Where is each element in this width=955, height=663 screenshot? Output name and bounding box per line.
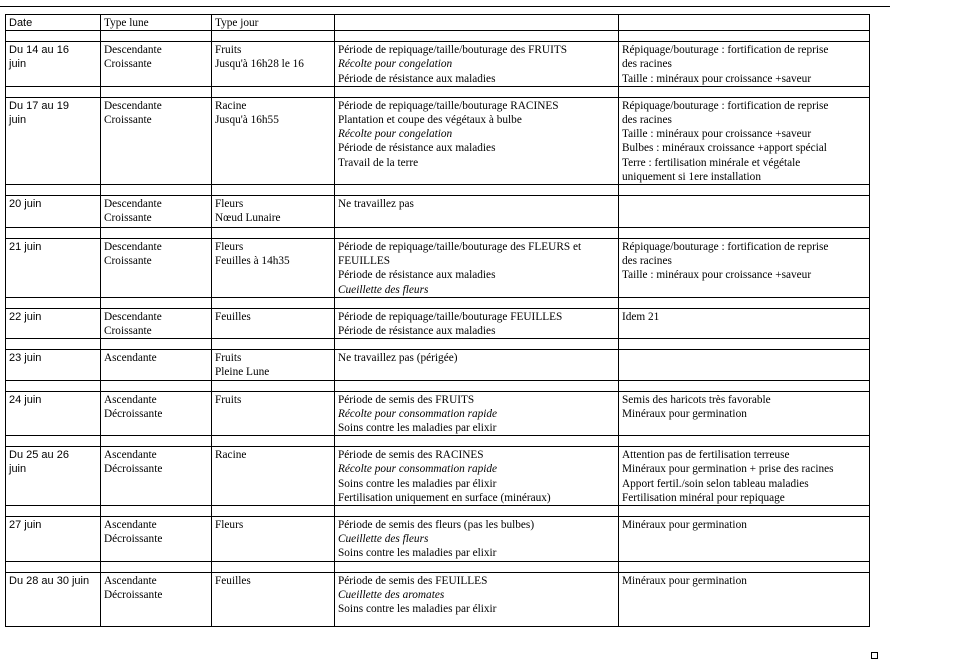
cell-line: Soins contre les maladies par élixir — [338, 477, 497, 490]
cell-line: Travail de la terre — [338, 156, 419, 169]
cell-line: Apport fertil./soin selon tableau maladies — [622, 477, 809, 490]
cell-type-jour — [212, 573, 335, 627]
cell-line: Soins contre les maladies par elixir — [338, 422, 497, 435]
header-type-lune: Type lune — [101, 15, 212, 31]
cell-line: Décroissante — [104, 533, 163, 546]
cell-line: 22 juin — [9, 310, 42, 323]
cell-line: Période de semis des FRUITS — [338, 393, 475, 406]
spacer-cell — [335, 339, 619, 350]
cell-type-jour — [212, 196, 335, 228]
cell-line: Descendante — [104, 44, 162, 57]
spacer-cell — [101, 86, 212, 97]
cell-type-jour — [212, 350, 335, 380]
cell-line: Minéraux pour germination — [622, 407, 747, 420]
header-notes — [619, 15, 870, 31]
spacer-cell — [101, 436, 212, 447]
cell-type-lune — [101, 350, 212, 380]
cell-line: Du 28 au 30 juin — [9, 575, 90, 588]
spacer-cell — [212, 339, 335, 350]
cell-type-jour — [212, 391, 335, 436]
spacer-cell — [6, 31, 101, 42]
cell-notes — [619, 517, 870, 562]
cell-line: Répiquage/bouturage : fortification de reprise — [622, 99, 829, 112]
cell-date — [6, 573, 101, 627]
cell-line: Fertilisation uniquement en surface (minéraux) — [338, 491, 551, 504]
cell-line: Ascendante — [104, 352, 157, 365]
cell-line: Décroissante — [104, 589, 163, 602]
cell-line: Nœud Lunaire — [215, 212, 281, 225]
cell-notes — [619, 308, 870, 338]
cell-line: Période de résistance aux maladies — [338, 325, 496, 338]
cell-line: Cueillette des aromates — [338, 589, 445, 602]
cell-line: Décroissante — [104, 407, 163, 420]
cell-notes — [619, 196, 870, 228]
cell-line: Soins contre les maladies par élixir — [338, 603, 497, 616]
spacer-cell — [212, 380, 335, 391]
cell-line: Période de résistance aux maladies — [338, 72, 496, 85]
spacer-cell — [6, 185, 101, 196]
spacer-cell — [6, 436, 101, 447]
spacer-cell — [212, 436, 335, 447]
cell-line: Idem 21 — [622, 310, 660, 323]
cell-line: des racines — [622, 255, 672, 268]
spacer-cell — [101, 297, 212, 308]
cell-line: Soins contre les maladies par elixir — [338, 547, 497, 560]
cell-line: Période de repiquage/taille/bouturage des FRUITS — [338, 44, 568, 57]
cell-notes — [619, 97, 870, 184]
cell-line: Descendante — [104, 99, 162, 112]
table-row — [6, 308, 870, 338]
spacer-cell — [212, 562, 335, 573]
cell-line: Croissante — [104, 325, 152, 338]
cell-notes — [619, 391, 870, 436]
spacer-row — [6, 562, 870, 573]
cell-date — [6, 196, 101, 228]
cell-line: Période de semis des FEUILLES — [338, 575, 488, 588]
cell-line: Cueillette des fleurs — [338, 533, 429, 546]
cell-line: 23 juin — [9, 352, 42, 365]
cell-line: Croissante — [104, 212, 152, 225]
cell-line: Descendante — [104, 310, 162, 323]
header-date: Date — [6, 15, 101, 31]
cell-line: FEUILLES — [338, 255, 391, 268]
spacer-cell — [101, 185, 212, 196]
cell-travaux — [335, 350, 619, 380]
table-row — [6, 239, 870, 298]
cell-date — [6, 447, 101, 506]
spacer-cell — [212, 297, 335, 308]
spacer-row — [6, 86, 870, 97]
spacer-cell — [619, 380, 870, 391]
spacer-cell — [101, 562, 212, 573]
spacer-cell — [6, 506, 101, 517]
table-resize-handle[interactable] — [871, 652, 878, 659]
cell-line: Période de semis des RACINES — [338, 449, 484, 462]
cell-line: juin — [9, 58, 27, 71]
spacer-cell — [335, 562, 619, 573]
table-row — [6, 573, 870, 627]
cell-line: Période de résistance aux maladies — [338, 142, 496, 155]
cell-line: Période de repiquage/taille/bouturage RACINES — [338, 99, 559, 112]
cell-line: juin — [9, 114, 27, 127]
cell-date — [6, 391, 101, 436]
spacer-cell — [619, 228, 870, 239]
spacer-row — [6, 436, 870, 447]
cell-line: Taille : minéraux pour croissance +saveur — [622, 72, 812, 85]
cell-line: 27 juin — [9, 519, 42, 532]
cell-line: Racine — [215, 99, 247, 112]
cell-line: Feuilles — [215, 575, 251, 588]
cell-line: Fruits — [215, 44, 242, 57]
spacer-cell — [6, 228, 101, 239]
spacer-cell — [6, 380, 101, 391]
cell-line: Du 17 au 19 — [9, 99, 69, 112]
cell-line: Période de repiquage/taille/bouturage FEUILLES — [338, 310, 563, 323]
cell-line: Minéraux pour germination + prise des racines — [622, 463, 834, 476]
spacer-cell — [101, 506, 212, 517]
table-row — [6, 196, 870, 228]
cell-date — [6, 308, 101, 338]
header-travaux — [335, 15, 619, 31]
cell-line: juin — [9, 463, 27, 476]
cell-type-jour — [212, 517, 335, 562]
cell-line: Cueillette des fleurs — [338, 283, 429, 296]
cell-line: Terre : fertilisation minérale et végétale — [622, 156, 801, 169]
cell-travaux — [335, 517, 619, 562]
page-top-rule — [0, 6, 890, 7]
cell-line: Jusqu'à 16h55 — [215, 114, 279, 127]
cell-notes — [619, 42, 870, 87]
spacer-cell — [101, 31, 212, 42]
spacer-cell — [335, 297, 619, 308]
spacer-cell — [212, 185, 335, 196]
spacer-row — [6, 228, 870, 239]
cell-line: Attention pas de fertilisation terreuse — [622, 449, 790, 462]
spacer-cell — [335, 185, 619, 196]
cell-line: Feuilles à 14h35 — [215, 255, 290, 268]
spacer-cell — [335, 506, 619, 517]
spacer-cell — [6, 562, 101, 573]
cell-type-lune — [101, 517, 212, 562]
spacer-cell — [6, 339, 101, 350]
cell-date — [6, 42, 101, 87]
cell-travaux — [335, 42, 619, 87]
cell-type-lune — [101, 308, 212, 338]
spacer-cell — [619, 31, 870, 42]
spacer-cell — [619, 339, 870, 350]
cell-line: Pleine Lune — [215, 366, 270, 379]
cell-line: Bulbes : minéraux croissance +apport spécial — [622, 142, 827, 155]
cell-travaux — [335, 196, 619, 228]
cell-line: Ascendante — [104, 449, 157, 462]
table-row — [6, 447, 870, 506]
table-row — [6, 350, 870, 380]
cell-line: Fleurs — [215, 519, 244, 532]
cell-line: Période de résistance aux maladies — [338, 269, 496, 282]
spacer-cell — [101, 380, 212, 391]
cell-notes — [619, 573, 870, 627]
table-row — [6, 97, 870, 184]
cell-date — [6, 97, 101, 184]
cell-line: Fruits — [215, 352, 242, 365]
cell-line: Récolte pour congelation — [338, 58, 453, 71]
spacer-cell — [335, 380, 619, 391]
spacer-cell — [619, 506, 870, 517]
cell-line: 20 juin — [9, 198, 42, 211]
cell-line: 24 juin — [9, 393, 42, 406]
spacer-cell — [6, 297, 101, 308]
spacer-cell — [212, 506, 335, 517]
spacer-cell — [619, 297, 870, 308]
spacer-row — [6, 297, 870, 308]
cell-date — [6, 517, 101, 562]
cell-travaux — [335, 573, 619, 627]
spacer-cell — [619, 185, 870, 196]
cell-line: Croissante — [104, 255, 152, 268]
cell-line: Répiquage/bouturage : fortification de reprise — [622, 44, 829, 57]
spacer-cell — [619, 436, 870, 447]
cell-notes — [619, 350, 870, 380]
header-row — [6, 15, 870, 31]
cell-travaux — [335, 97, 619, 184]
cell-line: Croissante — [104, 114, 152, 127]
cell-line: Fertilisation minéral pour repiquage — [622, 491, 785, 504]
cell-type-lune — [101, 447, 212, 506]
table-row — [6, 42, 870, 87]
cell-line: Ascendante — [104, 519, 157, 532]
cell-notes — [619, 239, 870, 298]
spacer-cell — [212, 228, 335, 239]
spacer-cell — [335, 31, 619, 42]
table-row — [6, 391, 870, 436]
cell-type-lune — [101, 42, 212, 87]
cell-type-lune — [101, 573, 212, 627]
document-body — [5, 14, 869, 627]
cell-line: Récolte pour congelation — [338, 128, 453, 141]
cell-type-jour — [212, 239, 335, 298]
cell-type-lune — [101, 196, 212, 228]
header-type-jour: Type jour — [212, 15, 335, 31]
cell-travaux — [335, 391, 619, 436]
cell-line: Récolte pour consommation rapide — [338, 463, 498, 476]
cell-line: Plantation et coupe des végétaux à bulbe — [338, 114, 522, 127]
cell-type-lune — [101, 97, 212, 184]
cell-line: Récolte pour consommation rapide — [338, 407, 498, 420]
cell-line: Minéraux pour germination — [622, 519, 747, 532]
spacer-cell — [101, 228, 212, 239]
cell-line: Minéraux pour germination — [622, 575, 747, 588]
spacer-row — [6, 380, 870, 391]
spacer-cell — [212, 86, 335, 97]
cell-line: Du 14 au 16 — [9, 44, 69, 57]
spacer-row — [6, 185, 870, 196]
cell-date — [6, 350, 101, 380]
spacer-cell — [6, 86, 101, 97]
cell-type-jour — [212, 308, 335, 338]
spacer-cell — [335, 228, 619, 239]
spacer-row — [6, 506, 870, 517]
spacer-cell — [335, 86, 619, 97]
cell-line: uniquement si 1ere installation — [622, 170, 761, 183]
cell-line: Taille : minéraux pour croissance +saveur — [622, 269, 812, 282]
spacer-cell — [619, 562, 870, 573]
spacer-cell — [619, 86, 870, 97]
spacer-cell — [101, 339, 212, 350]
spacer-row — [6, 31, 870, 42]
cell-type-jour — [212, 447, 335, 506]
cell-line: Ne travaillez pas — [338, 198, 414, 211]
cell-line: Période de repiquage/taille/bouturage des FLEURS et — [338, 241, 582, 254]
lunar-calendar-table — [5, 14, 870, 627]
cell-line: Fruits — [215, 393, 242, 406]
cell-line: des racines — [622, 114, 672, 127]
cell-line: 21 juin — [9, 241, 42, 254]
cell-notes — [619, 447, 870, 506]
cell-line: Feuilles — [215, 310, 251, 323]
cell-line: Racine — [215, 449, 247, 462]
cell-line: Ascendante — [104, 393, 157, 406]
cell-travaux — [335, 239, 619, 298]
cell-type-lune — [101, 239, 212, 298]
cell-line: Fleurs — [215, 241, 244, 254]
spacer-cell — [335, 436, 619, 447]
cell-line: des racines — [622, 58, 672, 71]
cell-type-jour — [212, 42, 335, 87]
cell-line: Ne travaillez pas (périgée) — [338, 352, 458, 365]
cell-line: Période de semis des fleurs (pas les bulbes) — [338, 519, 535, 532]
cell-line: Semis des haricots très favorable — [622, 393, 771, 406]
cell-line: Descendante — [104, 241, 162, 254]
table-row — [6, 517, 870, 562]
cell-line: Du 25 au 26 — [9, 449, 69, 462]
cell-type-lune — [101, 391, 212, 436]
cell-type-jour — [212, 97, 335, 184]
spacer-row — [6, 339, 870, 350]
cell-line: Fleurs — [215, 198, 244, 211]
cell-travaux — [335, 308, 619, 338]
cell-travaux — [335, 447, 619, 506]
cell-line: Ascendante — [104, 575, 157, 588]
cell-line: Décroissante — [104, 463, 163, 476]
cell-date — [6, 239, 101, 298]
cell-line: Descendante — [104, 198, 162, 211]
spacer-cell — [212, 31, 335, 42]
cell-line: Répiquage/bouturage : fortification de reprise — [622, 241, 829, 254]
cell-line: Taille : minéraux pour croissance +saveur — [622, 128, 812, 141]
cell-line: Jusqu'à 16h28 le 16 — [215, 58, 304, 71]
cell-line: Croissante — [104, 58, 152, 71]
